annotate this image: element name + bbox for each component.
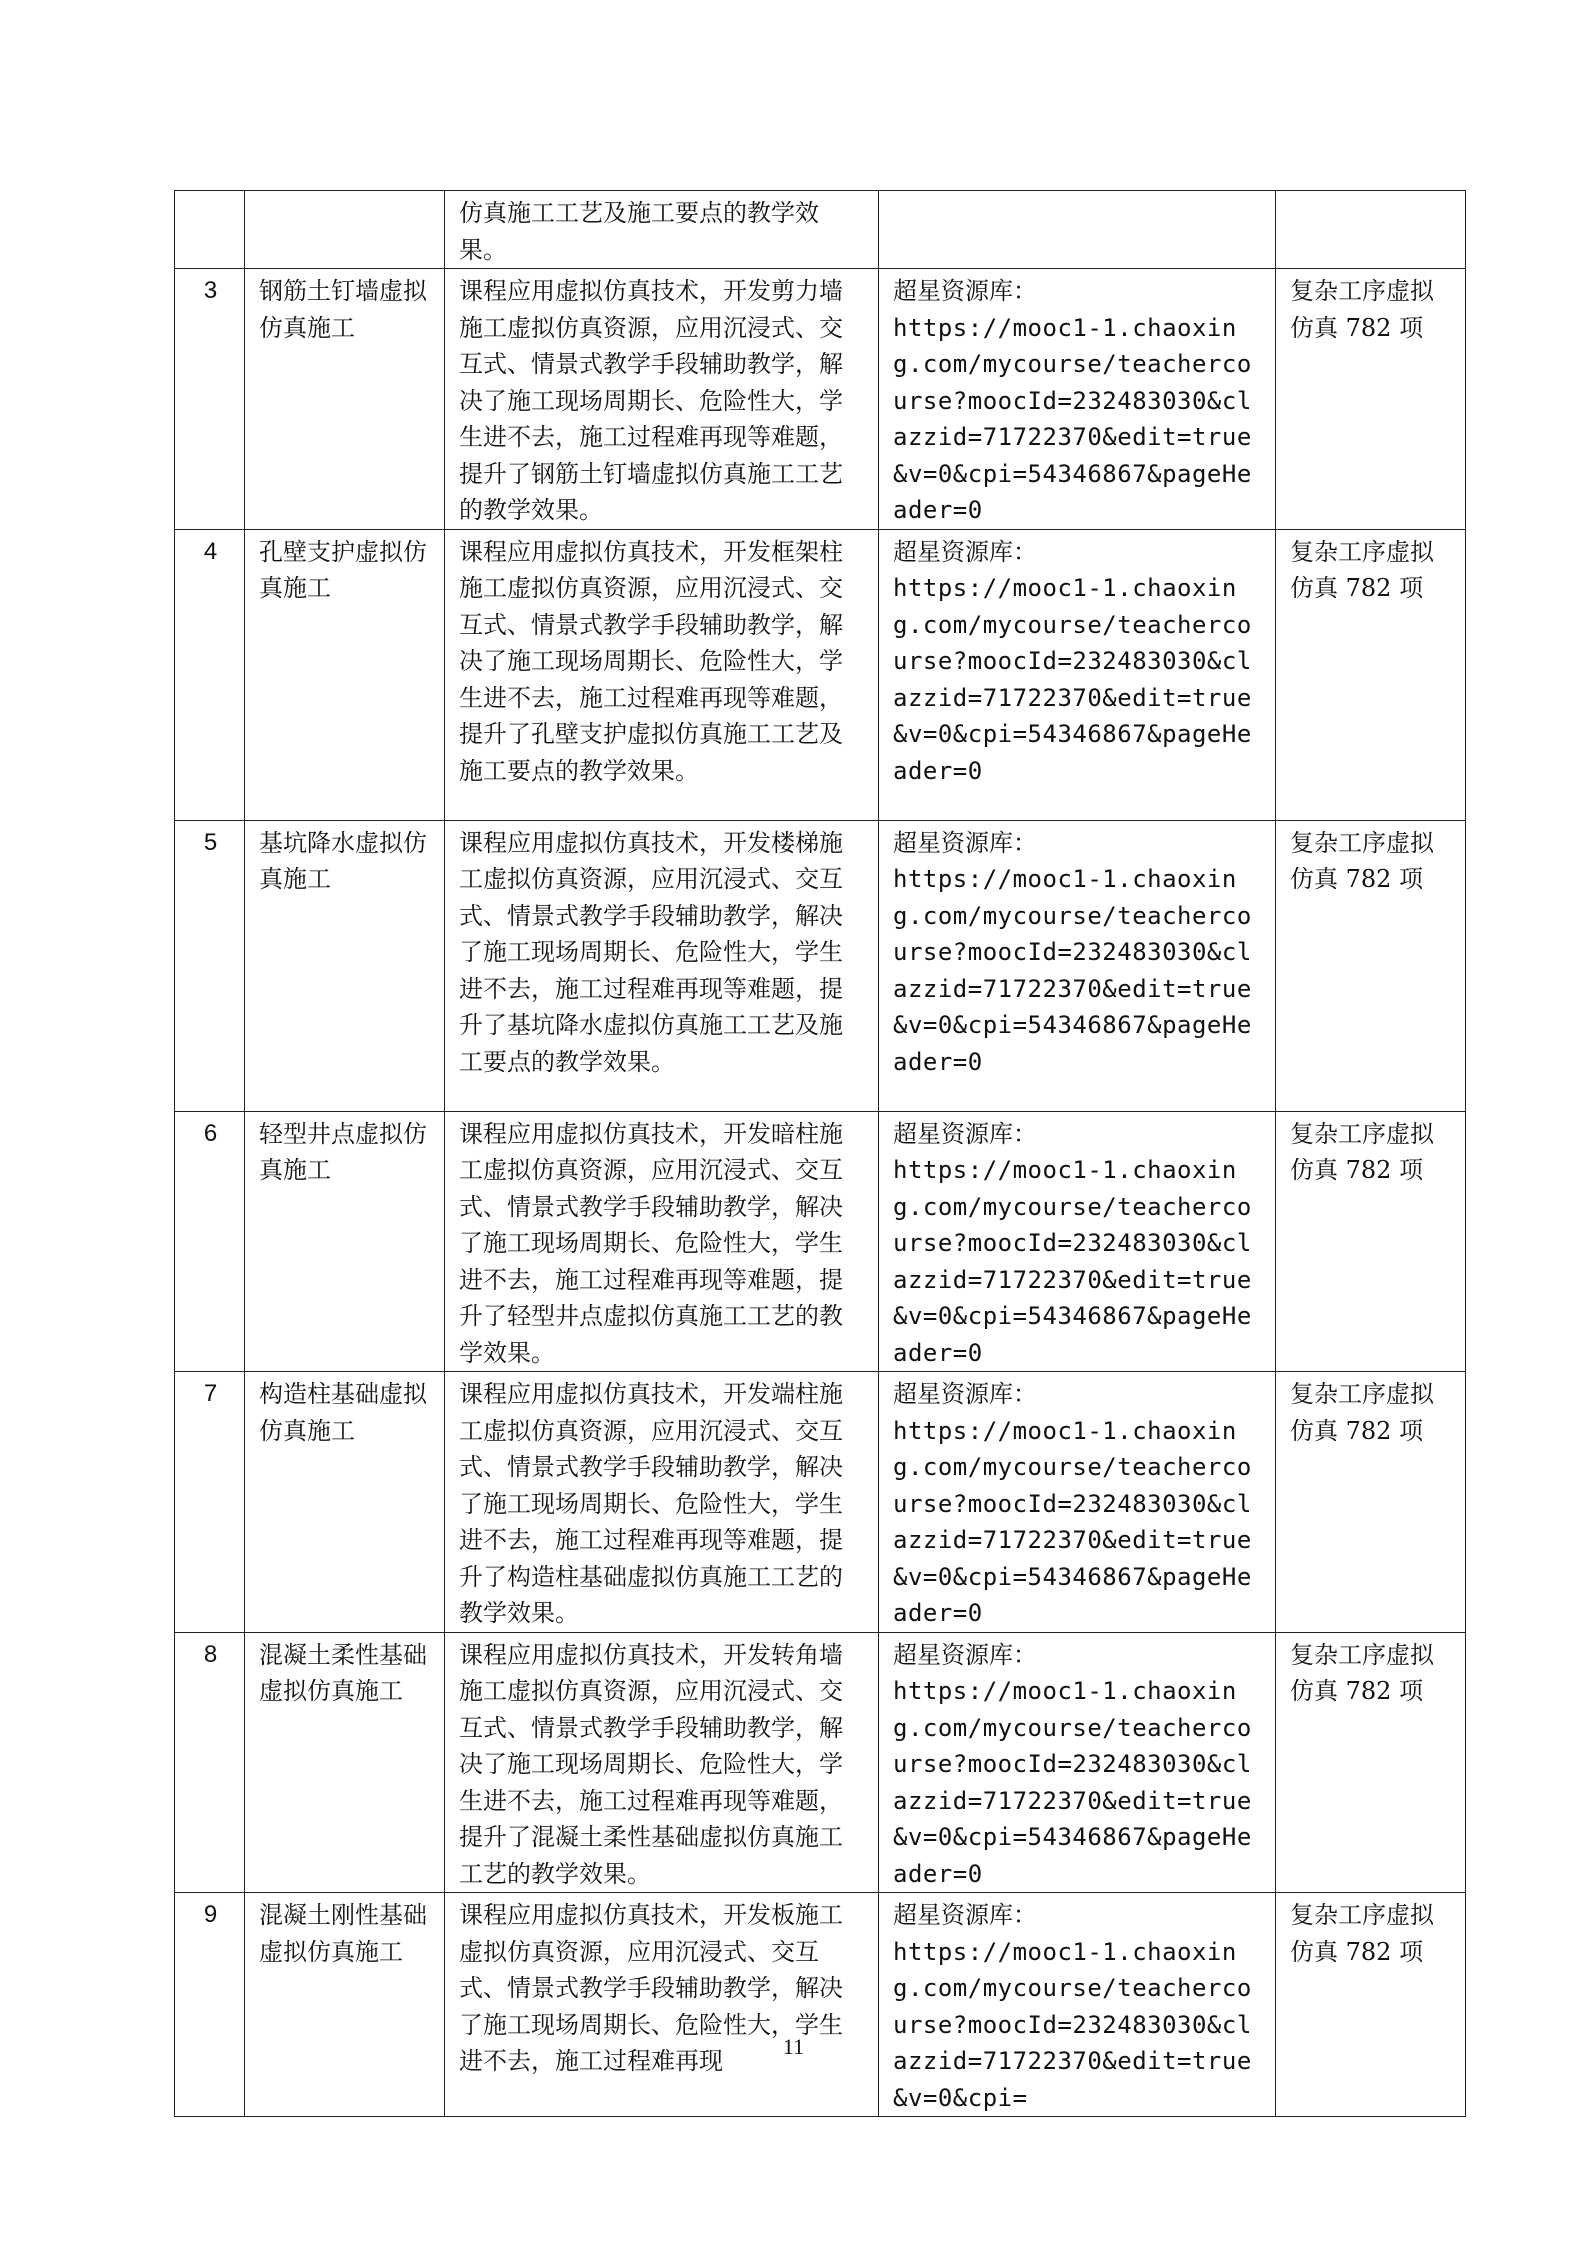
source-link[interactable]: https://mooc1-1.chaoxing.com/mycourse/teachercourse?moocId=232483030&clazzid=71722370&edit=true&v=0&cpi=54346867&pageHeader=0 <box>893 574 1252 785</box>
row-number: 9 <box>175 1893 245 2117</box>
description-text: 课程应用虚拟仿真技术，开发框架柱施工虚拟仿真资源，应用沉浸式、交互式、情景式教学手段辅助教学，解决了施工现场周期长、危险性大，学生进不去，施工过程难再现等难题，提升了孔壁支护虚拟仿真施工工艺及施工要点的教学效果。 <box>459 537 843 785</box>
result-cell <box>1276 1632 1466 1893</box>
result-cell <box>1276 269 1466 530</box>
table-row <box>175 1632 1466 1893</box>
description-text: 课程应用虚拟仿真技术，开发剪力墙施工虚拟仿真资源，应用沉浸式、交互式、情景式教学手段辅助教学，解决了施工现场周期长、危险性大，学生进不去，施工过程难再现等难题，提升了钢筋土钉墙虚拟仿真施工工艺的教学效果。 <box>459 277 843 524</box>
row-number: 6 <box>175 1111 245 1372</box>
source-cell <box>879 529 1276 820</box>
source-label: 超星资源库： <box>893 1640 1037 1669</box>
resource-name: 混凝土刚性基础虚拟仿真施工 <box>259 1901 427 1966</box>
name-cell <box>245 191 445 269</box>
description-cell <box>445 1111 879 1372</box>
source-cell <box>879 820 1276 1111</box>
result-text: 复杂工序虚拟仿真 782 项 <box>1290 1640 1434 1705</box>
result-text: 复杂工序虚拟仿真 782 项 <box>1290 277 1434 342</box>
source-label: 超星资源库： <box>893 1380 1037 1408</box>
source-cell <box>879 269 1276 530</box>
description-cell <box>445 1632 879 1893</box>
description-text: 课程应用虚拟仿真技术，开发楼梯施工虚拟仿真资源，应用沉浸式、交互式、情景式教学手段辅助教学，解决了施工现场周期长、危险性大，学生进不去，施工过程难再现等难题，提升了基坑降水虚拟仿真施工工艺及施工要点的教学效果。 <box>459 828 843 1076</box>
description-cell <box>445 1893 879 2117</box>
num-cell <box>175 191 245 269</box>
name-cell <box>245 820 445 1111</box>
result-cell <box>1276 820 1466 1111</box>
source-label: 超星资源库： <box>893 828 1037 857</box>
name-cell <box>245 1632 445 1893</box>
row-number: 8 <box>175 1632 245 1893</box>
table-row <box>175 1111 1466 1372</box>
source-label: 超星资源库： <box>893 277 1037 305</box>
source-cell <box>879 1632 1276 1893</box>
resource-table <box>174 190 1466 2117</box>
table-row <box>175 820 1466 1111</box>
page-number: 11 <box>782 2034 805 2059</box>
source-link[interactable]: https://mooc1-1.chaoxing.com/mycourse/teachercourse?moocId=232483030&clazzid=71722370&edit=true&v=0&cpi=54346867&pageHeader=0 <box>893 865 1252 1076</box>
result-cell <box>1276 1111 1466 1372</box>
description-text: 课程应用虚拟仿真技术，开发转角墙施工虚拟仿真资源，应用沉浸式、交互式、情景式教学手段辅助教学，解决了施工现场周期长、危险性大，学生进不去，施工过程难再现等难题，提升了混凝土柔性基础虚拟仿真施工工艺的教学效果。 <box>459 1640 843 1888</box>
resource-name: 构造柱基础虚拟仿真施工 <box>259 1380 427 1445</box>
source-cell <box>879 1893 1276 2117</box>
source-cell <box>879 191 1276 269</box>
resource-name: 孔壁支护虚拟仿真施工 <box>259 537 427 602</box>
resource-name: 混凝土柔性基础虚拟仿真施工 <box>259 1640 427 1705</box>
row-number: 7 <box>175 1372 245 1633</box>
result-text: 复杂工序虚拟仿真 782 项 <box>1290 1380 1434 1445</box>
source-link[interactable]: https://mooc1-1.chaoxing.com/mycourse/teachercourse?moocId=232483030&clazzid=71722370&edit=true&v=0&cpi=54346867&pageHeader=0 <box>893 1156 1252 1367</box>
result-text: 复杂工序虚拟仿真 782 项 <box>1290 828 1434 893</box>
name-cell <box>245 269 445 530</box>
name-cell <box>245 1111 445 1372</box>
description-cell <box>445 1372 879 1633</box>
table-row <box>175 269 1466 530</box>
table-row-continuation <box>175 191 1466 269</box>
result-cell <box>1276 191 1466 269</box>
result-text: 复杂工序虚拟仿真 782 项 <box>1290 537 1434 602</box>
row-number: 4 <box>175 529 245 820</box>
description-text: 课程应用虚拟仿真技术，开发端柱施工虚拟仿真资源，应用沉浸式、交互式、情景式教学手段辅助教学，解决了施工现场周期长、危险性大，学生进不去，施工过程难再现等难题，提升了构造柱基础虚拟仿真施工工艺的教学效果。 <box>459 1380 843 1627</box>
source-link[interactable]: https://mooc1-1.chaoxing.com/mycourse/teachercourse?moocId=232483030&clazzid=71722370&edit=true&v=0&cpi=54346867&pageHeader=0 <box>893 1416 1252 1627</box>
description-text: 课程应用虚拟仿真技术，开发板施工虚拟仿真资源，应用沉浸式、交互式、情景式教学手段辅助教学，解决了施工现场周期长、危险性大，学生进不去，施工过程难再现 <box>459 1901 843 2075</box>
table-row <box>175 529 1466 820</box>
description-cell <box>445 529 879 820</box>
result-cell <box>1276 529 1466 820</box>
source-cell <box>879 1372 1276 1633</box>
source-label: 超星资源库： <box>893 537 1037 566</box>
result-text: 复杂工序虚拟仿真 782 项 <box>1290 1119 1434 1184</box>
source-label: 超星资源库： <box>893 1901 1037 1929</box>
resource-name: 轻型井点虚拟仿真施工 <box>259 1119 427 1184</box>
source-label: 超星资源库： <box>893 1119 1037 1148</box>
source-cell <box>879 1111 1276 1372</box>
table-row <box>175 1893 1466 2117</box>
row-number: 5 <box>175 820 245 1111</box>
table-row <box>175 1372 1466 1633</box>
description-text: 仿真施工工艺及施工要点的教学效果。 <box>459 199 819 264</box>
resource-name: 基坑降水虚拟仿真施工 <box>259 828 427 893</box>
result-text: 复杂工序虚拟仿真 782 项 <box>1290 1901 1434 1966</box>
result-cell <box>1276 1893 1466 2117</box>
name-cell <box>245 1893 445 2117</box>
description-cell <box>445 269 879 530</box>
name-cell <box>245 529 445 820</box>
description-text: 课程应用虚拟仿真技术，开发暗柱施工虚拟仿真资源，应用沉浸式、交互式、情景式教学手段辅助教学，解决了施工现场周期长、危险性大，学生进不去，施工过程难再现等难题，提升了轻型井点虚拟仿真施工工艺的教学效果。 <box>459 1119 843 1367</box>
row-number: 3 <box>175 269 245 530</box>
source-link[interactable]: https://mooc1-1.chaoxing.com/mycourse/teachercourse?moocId=232483030&clazzid=71722370&edit=true&v=0&cpi= <box>893 1937 1252 2112</box>
result-cell <box>1276 1372 1466 1633</box>
description-cell <box>445 820 879 1111</box>
description-cell <box>445 191 879 269</box>
resource-name: 钢筋土钉墙虚拟仿真施工 <box>259 277 427 342</box>
source-link[interactable]: https://mooc1-1.chaoxing.com/mycourse/teachercourse?moocId=232483030&clazzid=71722370&edit=true&v=0&cpi=54346867&pageHeader=0 <box>893 1677 1252 1888</box>
source-link[interactable]: https://mooc1-1.chaoxing.com/mycourse/teachercourse?moocId=232483030&clazzid=71722370&edit=true&v=0&cpi=54346867&pageHeader=0 <box>893 313 1252 524</box>
name-cell <box>245 1372 445 1633</box>
